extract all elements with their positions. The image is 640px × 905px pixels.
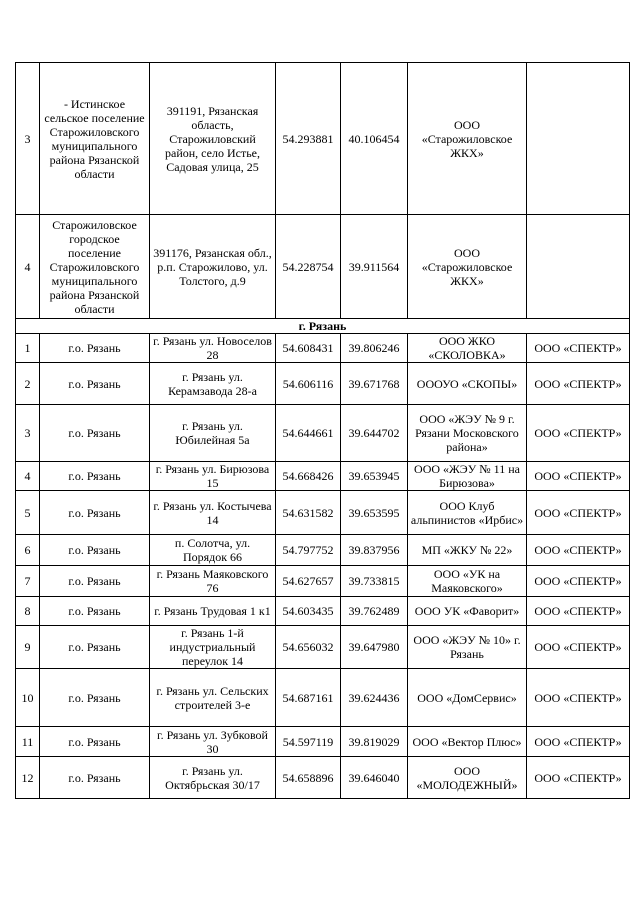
settlement-name: - Истинское сельское поселение Старожиловского муниципального района Рязанской области: [40, 63, 150, 215]
operator: ООО «СПЕКТР»: [527, 757, 630, 799]
settlement-name: г.о. Рязань: [40, 334, 150, 363]
longitude: 39.762489: [341, 597, 408, 626]
row-number: 4: [16, 215, 40, 319]
settlement-name: г.о. Рязань: [40, 626, 150, 669]
operator: ООО «СПЕКТР»: [527, 535, 630, 566]
operator: ООО «СПЕКТР»: [527, 669, 630, 727]
address: г. Рязань ул. Юбилейная 5а: [150, 405, 276, 462]
table-row: [16, 597, 630, 626]
section-header-row: [16, 319, 630, 334]
management-company: ООО «ДомСервис»: [408, 669, 527, 727]
address: г. Рязань ул. Октябрьская 30/17: [150, 757, 276, 799]
settlement-name: г.о. Рязань: [40, 566, 150, 597]
longitude: 39.644702: [341, 405, 408, 462]
management-company: ОООУО «СКОПЫ»: [408, 363, 527, 405]
operator: ООО «СПЕКТР»: [527, 597, 630, 626]
settlement-name: Старожиловское городское поселение Старожиловского муниципального района Рязанской области: [40, 215, 150, 319]
operator: [527, 215, 630, 319]
row-number: 9: [16, 626, 40, 669]
longitude: 39.647980: [341, 626, 408, 669]
management-company: ООО УК «Фаворит»: [408, 597, 527, 626]
latitude: 54.656032: [276, 626, 341, 669]
latitude: 54.631582: [276, 491, 341, 535]
address: г. Рязань ул. Керамзавода 28-а: [150, 363, 276, 405]
table-row: [16, 63, 630, 215]
row-number: 4: [16, 462, 40, 491]
latitude: 54.293881: [276, 63, 341, 215]
settlement-name: г.о. Рязань: [40, 597, 150, 626]
latitude: 54.687161: [276, 669, 341, 727]
row-number: 6: [16, 535, 40, 566]
management-company: ООО «Старожиловское ЖКХ»: [408, 215, 527, 319]
management-company: ООО «МОЛОДЕЖНЫЙ»: [408, 757, 527, 799]
address: г. Рязань 1-й индустриальный переулок 14: [150, 626, 276, 669]
management-company: ООО «ЖЭУ № 11 на Бирюзова»: [408, 462, 527, 491]
section-title: г. Рязань: [16, 319, 630, 334]
table-row: [16, 334, 630, 363]
longitude: 39.653595: [341, 491, 408, 535]
latitude: 54.668426: [276, 462, 341, 491]
settlement-name: г.о. Рязань: [40, 462, 150, 491]
address: г. Рязань Трудовая 1 к1: [150, 597, 276, 626]
table-row: [16, 535, 630, 566]
operator: ООО «СПЕКТР»: [527, 727, 630, 757]
settlement-name: г.о. Рязань: [40, 757, 150, 799]
operator: ООО «СПЕКТР»: [527, 363, 630, 405]
management-company: ООО ЖКО «СКОЛОВКА»: [408, 334, 527, 363]
row-number: 7: [16, 566, 40, 597]
address: 391176, Рязанская обл., р.п. Старожилово, ул. Толстого, д.9: [150, 215, 276, 319]
address: г. Рязань ул. Зубковой 30: [150, 727, 276, 757]
latitude: 54.597119: [276, 727, 341, 757]
row-number: 3: [16, 405, 40, 462]
table-row: [16, 566, 630, 597]
longitude: 39.653945: [341, 462, 408, 491]
longitude: 39.837956: [341, 535, 408, 566]
operator: ООО «СПЕКТР»: [527, 566, 630, 597]
address: г. Рязань ул. Костычева 14: [150, 491, 276, 535]
latitude: 54.608431: [276, 334, 341, 363]
locations-table: [15, 62, 630, 799]
table-row: [16, 215, 630, 319]
longitude: 39.806246: [341, 334, 408, 363]
settlement-name: г.о. Рязань: [40, 535, 150, 566]
management-company: ООО Клуб альпинистов «Ирбис»: [408, 491, 527, 535]
table-row: [16, 405, 630, 462]
longitude: 39.819029: [341, 727, 408, 757]
longitude: 40.106454: [341, 63, 408, 215]
row-number: 5: [16, 491, 40, 535]
table-row: [16, 757, 630, 799]
management-company: ООО «ЖЭУ № 9 г. Рязани Московского района»: [408, 405, 527, 462]
row-number: 12: [16, 757, 40, 799]
latitude: 54.627657: [276, 566, 341, 597]
row-number: 2: [16, 363, 40, 405]
settlement-name: г.о. Рязань: [40, 363, 150, 405]
latitude: 54.797752: [276, 535, 341, 566]
address: г. Рязань ул. Новоселов 28: [150, 334, 276, 363]
address: г. Рязань Маяковского 76: [150, 566, 276, 597]
operator: ООО «СПЕКТР»: [527, 405, 630, 462]
row-number: 8: [16, 597, 40, 626]
management-company: ООО «Старожиловское ЖКХ»: [408, 63, 527, 215]
table-row: [16, 363, 630, 405]
longitude: 39.733815: [341, 566, 408, 597]
longitude: 39.911564: [341, 215, 408, 319]
settlement-name: г.о. Рязань: [40, 405, 150, 462]
address: г. Рязань ул. Бирюзова 15: [150, 462, 276, 491]
operator: [527, 63, 630, 215]
management-company: ООО «ЖЭУ № 10» г. Рязань: [408, 626, 527, 669]
settlement-name: г.о. Рязань: [40, 669, 150, 727]
longitude: 39.646040: [341, 757, 408, 799]
address: 391191, Рязанская область, Старожиловский район, село Истье, Садовая улица, 25: [150, 63, 276, 215]
longitude: 39.671768: [341, 363, 408, 405]
table-row: [16, 491, 630, 535]
management-company: ООО «УК на Маяковского»: [408, 566, 527, 597]
row-number: 1: [16, 334, 40, 363]
latitude: 54.644661: [276, 405, 341, 462]
operator: ООО «СПЕКТР»: [527, 626, 630, 669]
latitude: 54.606116: [276, 363, 341, 405]
latitude: 54.228754: [276, 215, 341, 319]
operator: ООО «СПЕКТР»: [527, 491, 630, 535]
settlement-name: г.о. Рязань: [40, 491, 150, 535]
table-row: [16, 626, 630, 669]
row-number: 3: [16, 63, 40, 215]
address: п. Солотча, ул. Порядок 66: [150, 535, 276, 566]
row-number: 10: [16, 669, 40, 727]
longitude: 39.624436: [341, 669, 408, 727]
latitude: 54.658896: [276, 757, 341, 799]
management-company: МП «ЖКУ № 22»: [408, 535, 527, 566]
table-row: [16, 669, 630, 727]
row-number: 11: [16, 727, 40, 757]
management-company: ООО «Вектор Плюс»: [408, 727, 527, 757]
operator: ООО «СПЕКТР»: [527, 334, 630, 363]
latitude: 54.603435: [276, 597, 341, 626]
address: г. Рязань ул. Сельских строителей 3-е: [150, 669, 276, 727]
table-row: [16, 727, 630, 757]
table-row: [16, 462, 630, 491]
operator: ООО «СПЕКТР»: [527, 462, 630, 491]
settlement-name: г.о. Рязань: [40, 727, 150, 757]
